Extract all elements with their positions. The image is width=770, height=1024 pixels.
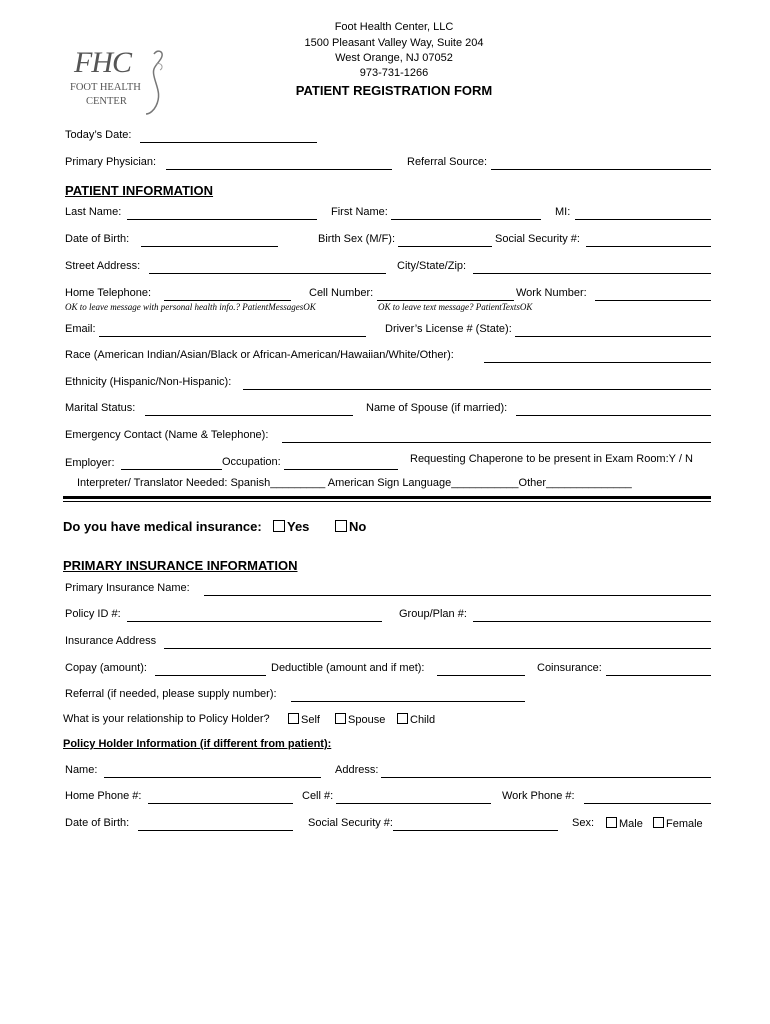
drivers-license-label: Driver’s License # (State): [385, 323, 512, 335]
birth-sex-field[interactable] [398, 246, 492, 247]
employer-field[interactable] [121, 469, 222, 470]
relationship-child-option[interactable] [397, 713, 435, 726]
marital-field[interactable] [145, 415, 353, 416]
referral-source-field[interactable] [491, 169, 711, 170]
ins-name-label: Primary Insurance Name: [65, 582, 190, 594]
logo-line1: FOOT HEALTH [70, 82, 141, 93]
policy-id-field[interactable] [127, 621, 382, 622]
dob-label: Date of Birth: [65, 233, 130, 245]
no-checkbox[interactable] [335, 520, 347, 532]
email-field[interactable] [99, 336, 366, 337]
employer-label: Employer: [65, 457, 115, 469]
no-label: No [349, 519, 367, 534]
holder-work-phone-field[interactable] [584, 803, 711, 804]
work-field[interactable] [595, 300, 711, 301]
first-name-field[interactable] [391, 219, 541, 220]
spouse-label: Name of Spouse (if married): [366, 402, 508, 414]
holder-ssn-field[interactable] [393, 830, 558, 831]
holder-work-phone-label: Work Phone #: [502, 790, 575, 802]
holder-home-phone-field[interactable] [148, 803, 293, 804]
policy-id-label: Policy ID #: [65, 608, 121, 620]
relationship-label: What is your relationship to Policy Holder? [63, 713, 270, 725]
relationship-spouse-option[interactable] [335, 713, 385, 726]
deductible-field[interactable] [437, 675, 525, 676]
insurance-question: Do you have medical insurance: [63, 519, 262, 534]
self-checkbox[interactable] [288, 713, 299, 724]
male-label: Male [619, 818, 643, 830]
copay-field[interactable] [155, 675, 266, 676]
copay-label: Copay (amount): [65, 662, 147, 674]
sex-male-option[interactable] [606, 817, 643, 830]
insurance-yes-option[interactable] [273, 519, 309, 534]
coinsurance-field[interactable] [606, 675, 711, 676]
child-checkbox[interactable] [397, 713, 408, 724]
holder-address-label: Address: [335, 764, 379, 776]
female-label: Female [666, 818, 703, 830]
group-plan-field[interactable] [473, 621, 711, 622]
street-field[interactable] [149, 273, 386, 274]
occupation-label: Occupation: [222, 456, 281, 468]
ssn-label: Social Security #: [495, 233, 580, 245]
holder-name-label: Name: [65, 764, 98, 776]
child-label: Child [410, 714, 436, 726]
insurance-no-option[interactable] [335, 519, 366, 534]
mi-field[interactable] [575, 219, 711, 220]
logo-line2: CENTER [86, 96, 127, 107]
sex-female-option[interactable] [653, 817, 703, 830]
interpreter-label[interactable]: Interpreter/ Translator Needed: Spanish_________ American Sign Language___________Other______________ [77, 477, 632, 489]
deductible-label: Deductible (amount and if met): [271, 662, 425, 674]
holder-dob-field[interactable] [138, 830, 293, 831]
org-city: West Orange, NJ 07052 [335, 52, 453, 64]
ok-text-message[interactable]: OK to leave text message? PatientTextsOK [378, 302, 533, 312]
primary-physician-label: Primary Physician: [65, 156, 157, 168]
logo [66, 46, 170, 118]
yes-checkbox[interactable] [273, 520, 285, 532]
group-plan-label: Group/Plan #: [399, 608, 467, 620]
holder-ssn-label: Social Security #: [308, 817, 393, 829]
ok-health-message[interactable]: OK to leave message with personal health info.? PatientMessagesOK [65, 302, 316, 312]
female-checkbox[interactable] [653, 817, 664, 828]
drivers-license-field[interactable] [515, 336, 711, 337]
referral-number-field[interactable] [291, 701, 525, 702]
spouse-checkbox[interactable] [335, 713, 346, 724]
ins-name-field[interactable] [204, 595, 711, 596]
yes-label: Yes [287, 519, 310, 534]
patient-info-heading: PATIENT INFORMATION [65, 183, 214, 198]
last-name-label: Last Name: [65, 206, 122, 218]
occupation-field[interactable] [284, 469, 398, 470]
logo-letters: FHC [74, 46, 131, 79]
primary-insurance-heading: PRIMARY INSURANCE INFORMATION [63, 558, 298, 573]
chaperone-label[interactable]: Requesting Chaperone to be present in Exam Room:Y / N [410, 453, 693, 465]
org-street: 1500 Pleasant Valley Way, Suite 204 [304, 37, 484, 49]
last-name-field[interactable] [127, 219, 317, 220]
relationship-self-option[interactable] [288, 713, 320, 726]
holder-dob-label: Date of Birth: [65, 817, 130, 829]
home-tel-label: Home Telephone: [65, 287, 152, 299]
referral-number-label: Referral (if needed, please supply number): [65, 688, 277, 700]
org-phone: 973-731-1266 [359, 67, 429, 79]
cell-label: Cell Number: [309, 287, 374, 299]
form-title: PATIENT REGISTRATION FORM [295, 83, 493, 98]
dob-field[interactable] [141, 246, 278, 247]
mi-label: MI: [555, 206, 571, 218]
first-name-label: First Name: [331, 206, 388, 218]
policy-holder-heading: Policy Holder Information (if different from patient): [63, 738, 332, 750]
todays-date-field[interactable] [140, 142, 317, 143]
race-field[interactable] [484, 362, 711, 363]
emergency-field[interactable] [282, 442, 711, 443]
marital-label: Marital Status: [65, 402, 136, 414]
email-label: Email: [65, 323, 96, 335]
ssn-field[interactable] [586, 246, 711, 247]
ins-address-label: Insurance Address [65, 635, 157, 647]
holder-home-phone-label: Home Phone #: [65, 790, 142, 802]
separator-thick [63, 496, 711, 499]
birth-sex-label: Birth Sex (M/F): [318, 233, 396, 245]
holder-name-field[interactable] [104, 777, 321, 778]
coinsurance-label: Coinsurance: [537, 662, 602, 674]
home-tel-field[interactable] [164, 300, 291, 301]
spouse-option-label: Spouse [348, 714, 386, 726]
org-name: Foot Health Center, LLC [334, 21, 454, 33]
holder-sex-label: Sex: [572, 817, 595, 829]
self-label: Self [301, 714, 320, 726]
separator-thin [63, 501, 711, 502]
city-state-zip-label: City/State/Zip: [397, 260, 467, 272]
ethnicity-label: Ethnicity (Hispanic/Non-Hispanic): [65, 376, 232, 388]
holder-cell-field[interactable] [336, 803, 491, 804]
male-checkbox[interactable] [606, 817, 617, 828]
city-state-zip-field[interactable] [473, 273, 711, 274]
holder-address-field[interactable] [381, 777, 711, 778]
todays-date-label: Today’s Date: [65, 129, 132, 141]
work-label: Work Number: [516, 287, 587, 299]
ethnicity-field[interactable] [243, 389, 711, 390]
cell-field[interactable] [377, 300, 514, 301]
race-label: Race (American Indian/Asian/Black or African-American/Hawaiian/White/Other): [65, 349, 454, 361]
emergency-label: Emergency Contact (Name & Telephone): [65, 429, 269, 441]
primary-physician-field[interactable] [166, 169, 392, 170]
referral-source-label: Referral Source: [407, 156, 488, 168]
ins-address-field[interactable] [164, 648, 711, 649]
spouse-field[interactable] [516, 415, 711, 416]
holder-cell-label: Cell #: [302, 790, 334, 802]
street-label: Street Address: [65, 260, 141, 272]
